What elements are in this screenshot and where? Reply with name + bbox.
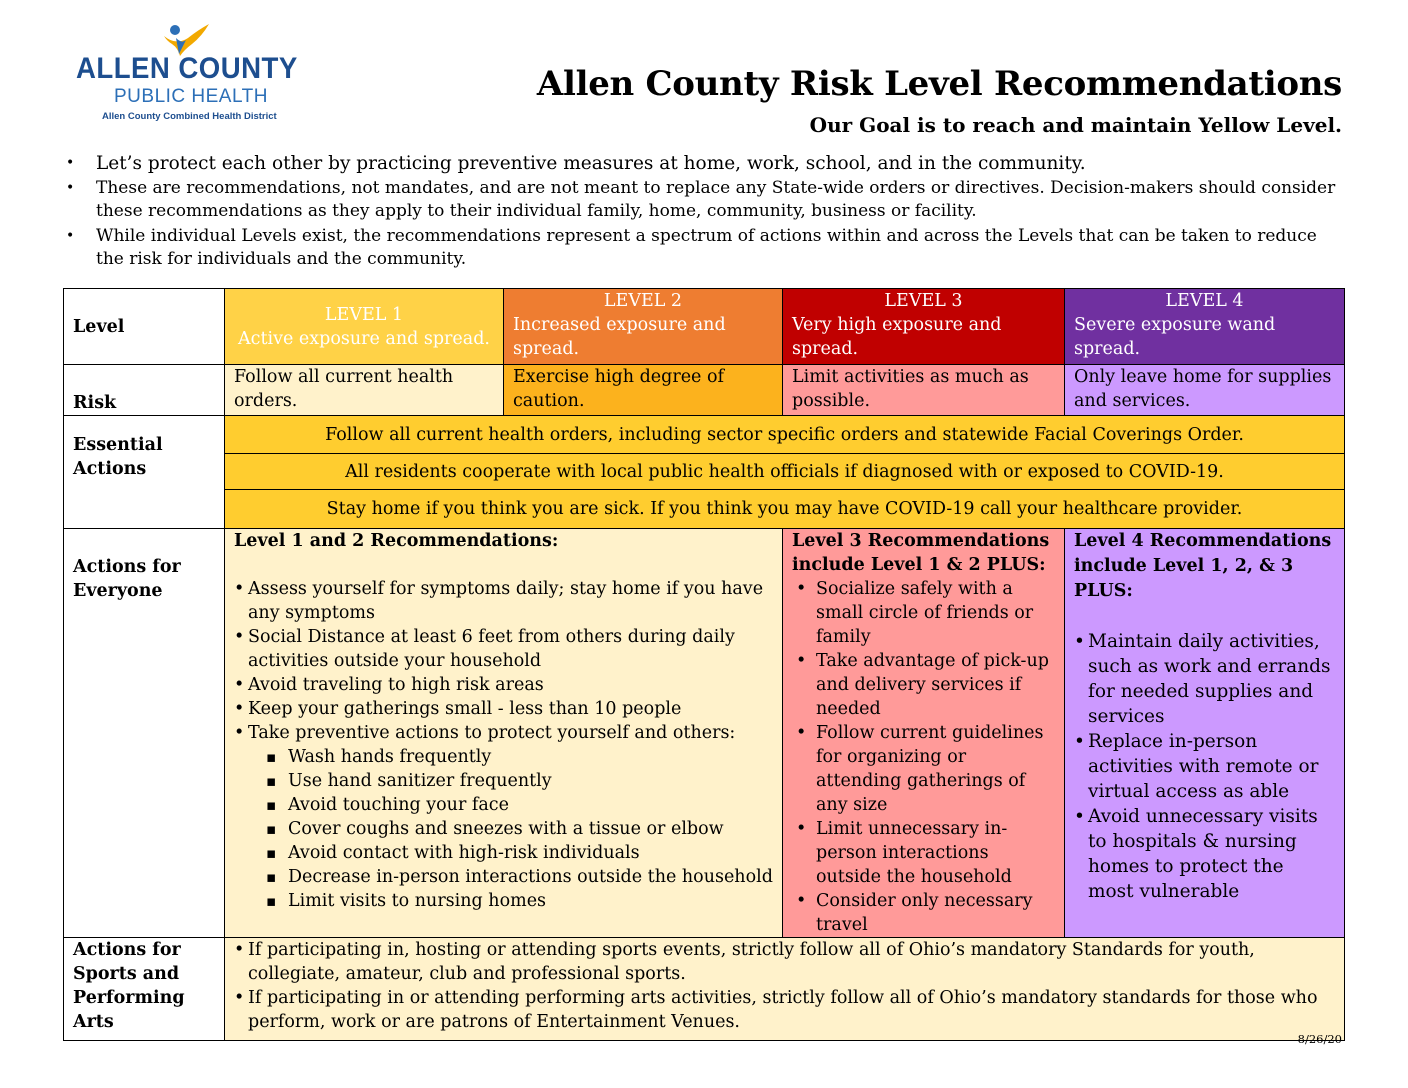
- person-figure-icon: [162, 22, 212, 56]
- level-4-recommendations: [1065, 529, 1345, 938]
- row-label-everyone: Actions for Everyone: [64, 529, 225, 938]
- level-4-name: LEVEL 4: [1165, 291, 1244, 311]
- list-item: • Avoid traveling to high risk areas: [234, 673, 773, 697]
- intro-item: • Let’s protect each other by practicing preventive measures at home, work, school, and in the community.: [62, 152, 1344, 176]
- essential-action: All residents cooperate with local public health officials if diagnosed with or exposed to COVID-19.: [225, 454, 1345, 490]
- list-item: • Assess yourself for symptoms daily; stay home if you have any symptoms: [234, 577, 773, 625]
- intro-item: • While individual Levels exist, the recommendations represent a spectrum of actions within and across the Levels that can be taken to reduce the risk for individuals and the community.: [62, 225, 1344, 272]
- level-2-desc: Increased exposure and spread.: [513, 315, 726, 359]
- level-4-heading: Level 4 Recommendations include Level 1, 2, & 3 PLUS:: [1074, 531, 1332, 601]
- document-date: 8/26/20: [1297, 1032, 1342, 1046]
- list-item: • Socialize safely with a small circle of friends or family: [792, 577, 1055, 649]
- row-label-risk: Risk: [64, 365, 225, 416]
- list-item: • Consider only necessary travel: [792, 889, 1055, 937]
- row-label-essential: Essential Actions: [64, 416, 225, 529]
- everyone-row: [64, 529, 1345, 938]
- list-item: ▪ Cover coughs and sneezes with a tissue or elbow: [234, 817, 773, 841]
- level-4-cell: [1065, 289, 1345, 365]
- list-item: • Take preventive actions to protect yourself and others:: [234, 721, 773, 745]
- level-row: [64, 289, 1345, 365]
- sports-recommendations: [225, 938, 1345, 1041]
- essential-action: Stay home if you think you are sick. If you think you may have COVID-19 call your healthcare provider.: [225, 490, 1345, 529]
- level-1-cell: [225, 289, 504, 365]
- list-item: ▪ Decrease in-person interactions outside the household: [234, 865, 773, 889]
- list-item: ▪ Limit visits to nursing homes: [234, 889, 773, 913]
- list-item: ▪ Avoid touching your face: [234, 793, 773, 817]
- list-item: ▪ Wash hands frequently: [234, 745, 773, 769]
- risk-level-4: Only leave home for supplies and services.: [1065, 365, 1345, 416]
- list-item: • Social Distance at least 6 feet from others during daily activities outside your household: [234, 625, 773, 673]
- list-item: • Avoid unnecessary visits to hospitals & nursing homes to protect the most vulnerable: [1074, 804, 1335, 904]
- list-item: • Limit unnecessary in-person interactions outside the household: [792, 817, 1055, 889]
- page-title: Allen County Risk Level Recommendations: [536, 64, 1342, 104]
- level-3-heading: Level 3 Recommendations include Level 1 & 2 PLUS:: [792, 531, 1050, 575]
- essential-row: [64, 454, 1345, 490]
- page-subtitle: Our Goal is to reach and maintain Yellow Level.: [809, 113, 1342, 137]
- list-item: • Maintain daily activities, such as work and errands for needed supplies and services: [1074, 629, 1335, 729]
- risk-level-1: Follow all current health orders.: [225, 365, 504, 416]
- level-2-name: LEVEL 2: [603, 291, 683, 311]
- level-3-recommendations: [783, 529, 1065, 938]
- intro-item: • These are recommendations, not mandates, and are not meant to replace any State-wide orders or directives. Decision-makers should consider these recommendations as they apply to their individual family, home, community, business or facility.: [62, 177, 1344, 224]
- level-12-recommendations: [225, 529, 783, 938]
- risk-level-3: Limit activities as much as possible.: [783, 365, 1065, 416]
- sports-row: [64, 938, 1345, 1041]
- level-3-cell: [783, 289, 1065, 365]
- list-item: • Follow current guidelines for organizing or attending gatherings of any size: [792, 721, 1055, 817]
- intro-list: [62, 152, 1344, 273]
- list-item: • If participating in or attending performing arts activities, strictly follow all of Ohio’s mandatory standards for those who perform, work or are patrons of Entertainment Venues.: [234, 986, 1335, 1034]
- list-item: • Keep your gatherings small - less than 10 people: [234, 697, 773, 721]
- logo-district: Allen County Combined Health District: [102, 111, 277, 122]
- list-item: ▪ Use hand sanitizer frequently: [234, 769, 773, 793]
- level-12-heading: Level 1 and 2 Recommendations:: [234, 531, 559, 551]
- list-item: • If participating in, hosting or attending sports events, strictly follow all of Ohio’s mandatory Standards for youth, collegiate, amateur, club and professional sports.: [234, 938, 1335, 986]
- level-4-desc: Severe exposure wand spread.: [1074, 315, 1276, 359]
- level-3-name: LEVEL 3: [884, 291, 963, 311]
- level-1-name: LEVEL 1: [324, 305, 404, 325]
- list-item: • Take advantage of pick-up and delivery services if needed: [792, 649, 1055, 721]
- risk-level-table: [63, 288, 1345, 1041]
- logo-public-health: PUBLIC HEALTH: [114, 86, 268, 107]
- level-1-desc: Active exposure and spread.: [238, 329, 490, 349]
- risk-level-2: Exercise high degree of caution.: [504, 365, 783, 416]
- risk-row: [64, 365, 1345, 416]
- list-item: • Replace in-person activities with remote or virtual access as able: [1074, 729, 1335, 804]
- logo-name: ALLEN COUNTY: [76, 52, 298, 85]
- level-2-cell: [504, 289, 783, 365]
- essential-row: [64, 416, 1345, 454]
- level-3-desc: Very high exposure and spread.: [792, 315, 1002, 359]
- essential-action: Follow all current health orders, including sector specific orders and statewide Facial Coverings Order.: [225, 416, 1345, 454]
- list-item: ▪ Avoid contact with high-risk individuals: [234, 841, 773, 865]
- row-label-level: Level: [64, 289, 225, 365]
- essential-row: [64, 490, 1345, 529]
- row-label-sports: Actions for Sports and Performing Arts: [64, 938, 225, 1041]
